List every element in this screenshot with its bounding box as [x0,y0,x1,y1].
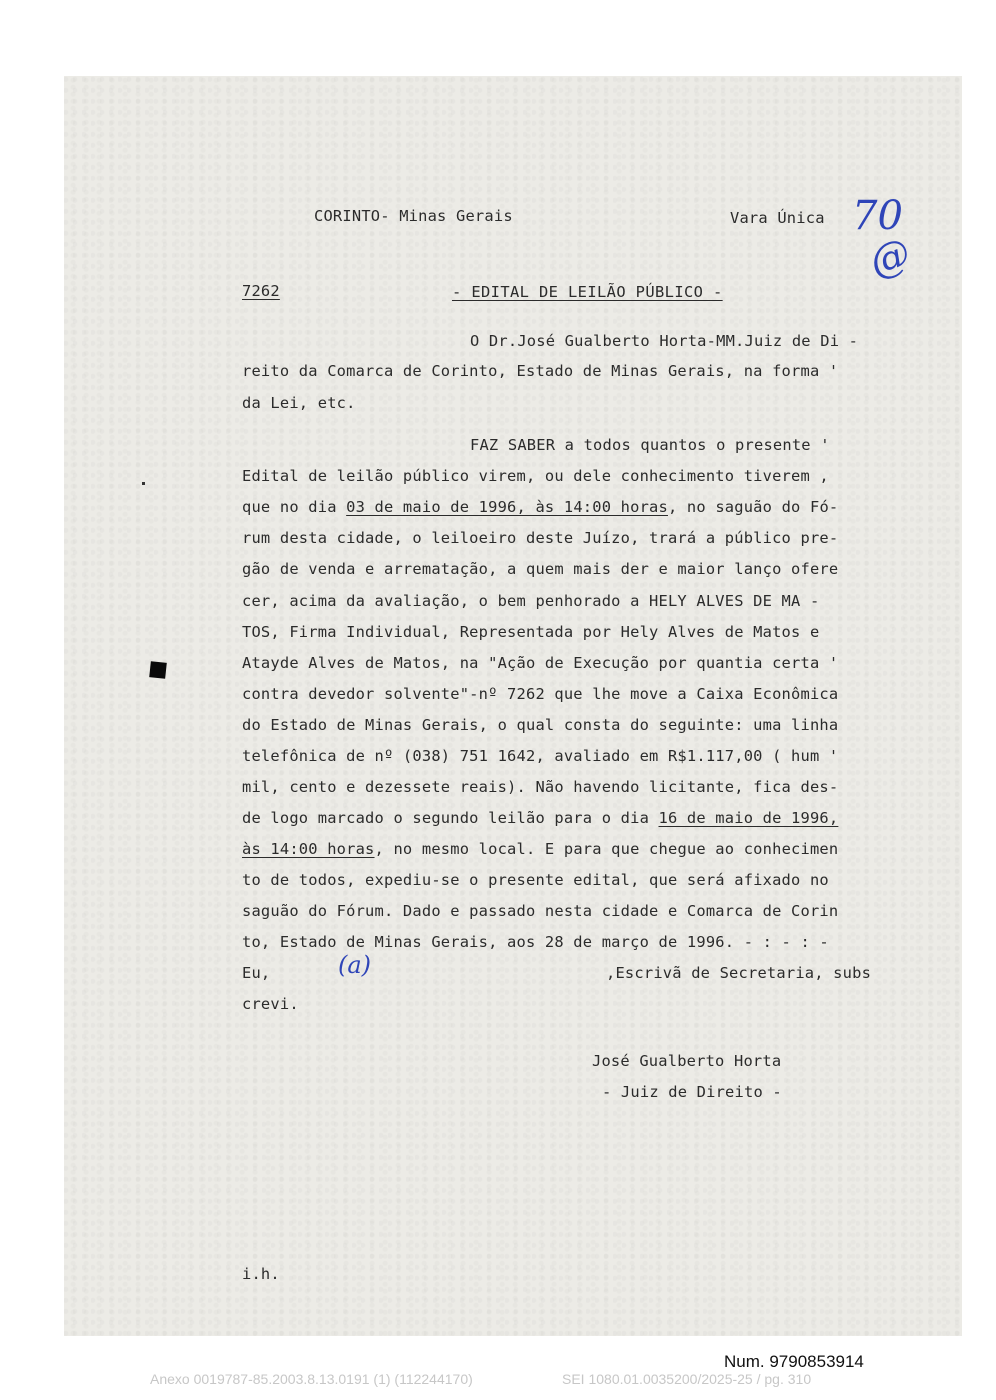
body-text: que no dia [242,498,347,516]
signatory-role: - Juiz de Direito - [602,1083,782,1101]
body-text: , no mesmo local. E para que chegue ao conhecimen [374,840,839,858]
body-line-21b: ,Escrivã de Secretaria, subs [606,964,872,982]
body-line-16 [242,811,838,826]
handwritten-folio-number: 70 [852,193,903,239]
body-line-3: da Lei, etc. [242,394,356,412]
body-line-12: contra devedor solvente"-nº 7262 que lhe move a Caixa Econômica [242,685,839,703]
body-line-15: mil, cento e dezessete reais). Não havendo licitante, fica des- [242,778,839,796]
body-line-10: TOS, Firma Individual, Representada por Hely Alves de Matos e [242,623,820,641]
body-line-11: Atayde Alves de Matos, na "Ação de Execução por quantia certa ' [242,654,839,672]
second-auction-time: às 14:00 horas [242,840,375,858]
document-title: - EDITAL DE LEILÃO PÚBLICO - [452,283,723,301]
annex-reference: Anexo 0019787-85.2003.8.13.0191 (1) (112244170) [150,1371,473,1387]
body-line-2: reito da Comarca de Corinto, Estado de Minas Gerais, na forma ' [242,362,839,380]
process-number: 7262 [242,282,280,300]
second-auction-date: 16 de maio de 1996, [658,809,839,827]
body-text: de logo marcado o segundo leilão para o dia [242,809,659,827]
signatory-name: José Gualberto Horta [592,1052,782,1070]
first-auction-date: 03 de maio de 1996, às 14:00 horas [346,498,668,516]
punch-mark [149,661,167,679]
body-line-8: gão de venda e arrematação, a quem mais der e maior lanço ofere [242,560,839,578]
body-line-13: do Estado de Minas Gerais, o qual consta do seguinte: uma linha [242,716,839,734]
body-line-9: cer, acima da avaliação, o bem penhorado a HELY ALVES DE MA - [242,592,820,610]
body-line-19: saguão do Fórum. Dado e passado nesta cidade e Comarca de Corin [242,902,839,920]
body-line-21a: Eu, [242,964,271,982]
court-heading: Vara Única [730,209,825,227]
body-line-4: FAZ SABER a todos quantos o presente ' [470,436,830,454]
body-line-18: to de todos, expediu-se o presente edital, que será afixado no [242,871,829,889]
body-line-1: O Dr.José Gualberto Horta-MM.Juiz de Di - [470,332,859,350]
body-line-5: Edital de leilão público virem, ou dele conhecimento tiverem , [242,467,829,485]
body-line-14: telefônica de nº (038) 751 1642, avaliado em R$1.117,00 ( hum ' [242,747,839,765]
typist-initials: i.h. [242,1265,280,1283]
body-line-20: to, Estado de Minas Gerais, aos 28 de março de 1996. - : - : - [242,933,829,951]
place-heading: CORINTO- Minas Gerais [314,207,513,225]
body-line-7: rum desta cidade, o leiloeiro deste Juízo, trará a público pre- [242,529,839,547]
handwritten-rubric: @ [863,229,917,287]
body-line-17 [242,842,838,857]
scan-speck [142,482,145,485]
body-text: , no saguão do Fó- [667,498,839,516]
scanned-page [64,76,962,1336]
body-line-6 [242,500,838,515]
sei-reference: SEI 1080.01.0035200/2025-25 / pg. 310 [562,1371,812,1387]
body-line-22: crevi. [242,995,299,1013]
document-number: Num. 9790853914 [724,1352,864,1371]
handwritten-signature-mark: (a) [338,951,372,979]
